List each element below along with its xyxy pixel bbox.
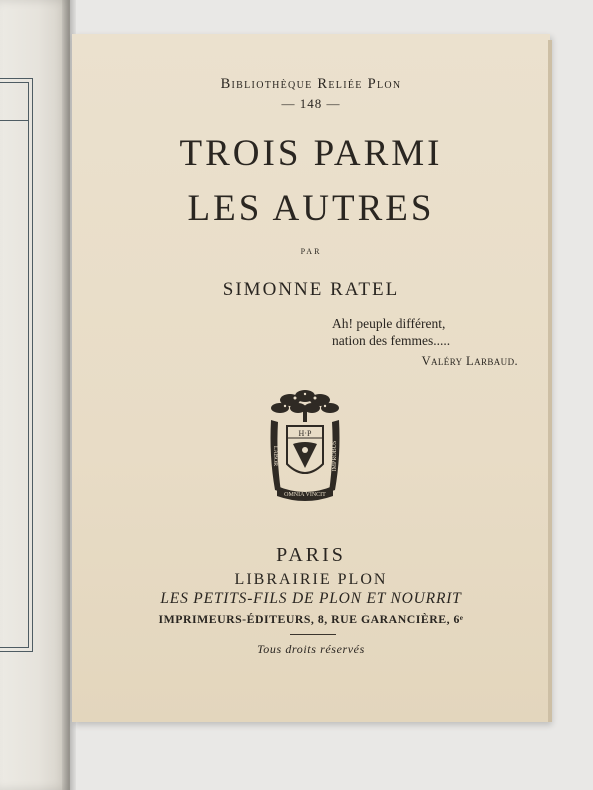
by-label: par: [300, 245, 322, 257]
svg-text:IMPROBUS: IMPROBUS: [332, 440, 338, 472]
facing-page-rule: [0, 120, 28, 121]
svg-text:LABOR: LABOR: [272, 445, 278, 467]
epigraph-line1: Ah! peuple différent,: [332, 316, 446, 331]
facing-page-inner-border: [0, 82, 29, 648]
publisher-name: LIBRAIRIE PLON: [234, 571, 388, 588]
divider-rule: [290, 634, 336, 635]
publisher-address: IMPRIMEURS-ÉDITEURS, 8, RUE GARANCIÈRE, 6ᵉ: [158, 612, 464, 626]
author-name: SIMONNE RATEL: [222, 279, 400, 300]
svg-text:OMNIA VINCIT: OMNIA VINCIT: [284, 492, 326, 498]
book-title-line2: LES AUTRES: [187, 188, 435, 229]
book-title-line1: TROIS PARMI: [179, 133, 443, 174]
facing-page: [0, 0, 70, 790]
epigraph-line2: nation des femmes.....: [332, 333, 451, 348]
epigraph: [332, 315, 532, 370]
publisher-line2: LES PETITS-FILS DE PLON ET NOURRIT: [160, 590, 462, 607]
epigraph-author: Valéry Larbaud.: [421, 354, 518, 368]
title-page: [72, 34, 550, 722]
series-name: Bibliothèque Reliée Plon: [220, 76, 402, 92]
series-number: — 148 —: [281, 96, 341, 111]
rights-notice: Tous droits réservés: [257, 642, 365, 656]
publisher-emblem-icon: [265, 386, 345, 502]
page-edge: [548, 40, 552, 722]
svg-text:H·P: H·P: [298, 429, 312, 438]
publication-city: PARIS: [276, 544, 346, 566]
